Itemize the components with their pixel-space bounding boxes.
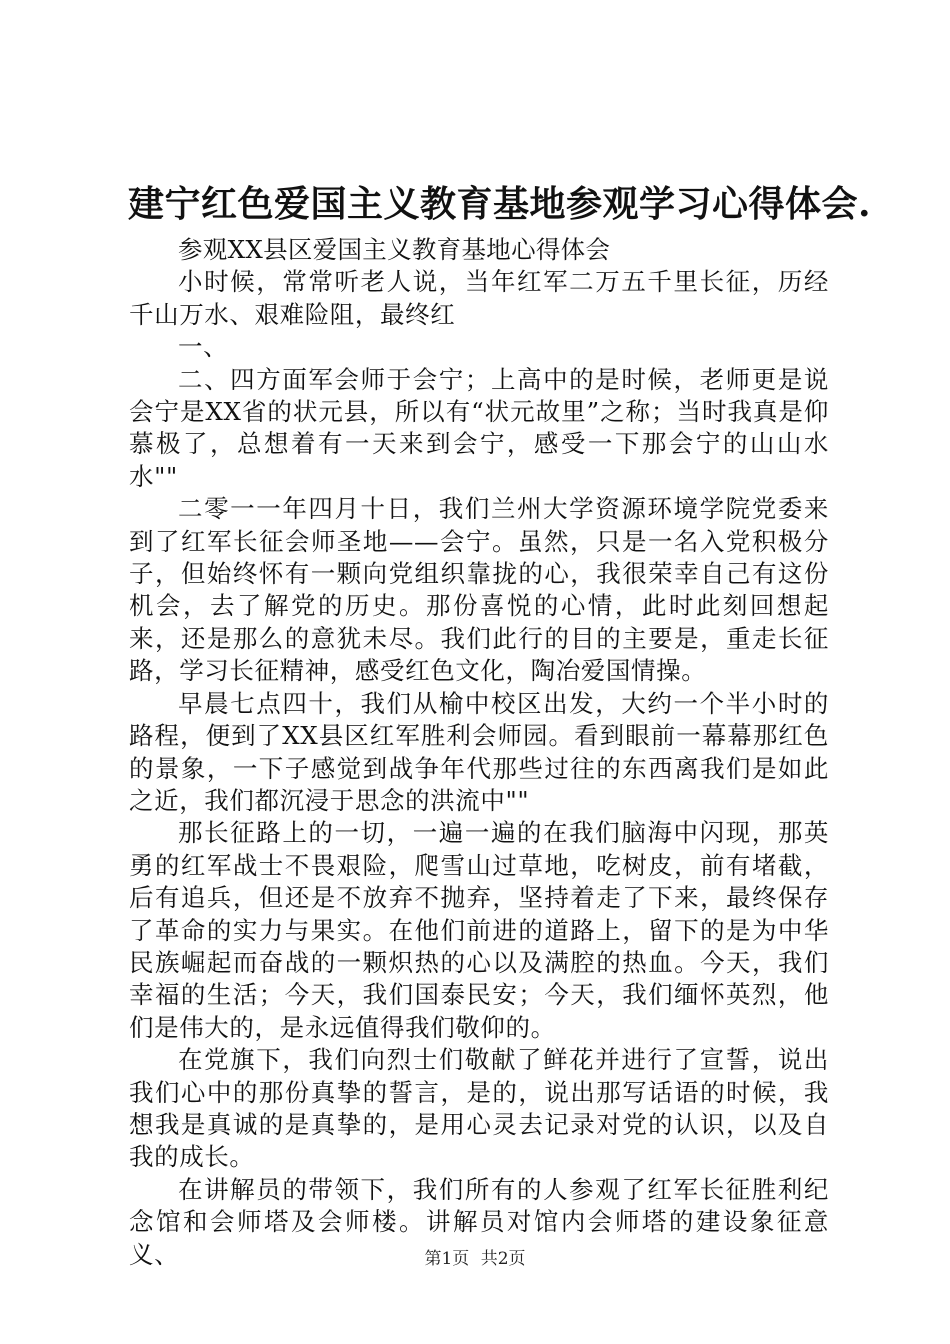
paragraph: 在讲解员的带领下，我们所有的人参观了红军长征胜利纪念馆和会师塔及会师楼。讲解员对馆内会师塔的建设象征意义、: [129, 1174, 829, 1269]
page-number: 第1页: [424, 1249, 470, 1269]
paragraph: 一、: [178, 332, 229, 362]
page-footer: [0, 1244, 950, 1269]
paragraph: 早晨七点四十，我们从榆中校区出发，大约一个半小时的路程，便到了XX县区红军胜利会师园。看到眼前一幕幕那红色的景象，一下子感觉到战争年代那些过往的东西离我们是如此之近，我们都沉浸于思念的洪流中"": [129, 688, 829, 815]
document-body: [129, 234, 829, 1271]
page-total: 共2页: [480, 1249, 526, 1269]
paragraph: 二零一一年四月十日，我们兰州大学资源环境学院党委来到了红军长征会师圣地——会宁。虽然，只是一名入党积极分子，但始终怀有一颗向党组织靠拢的心，我很荣幸自己有这份机会，去了解党的历史。那份喜悦的心情，此时此刻回想起来，还是那么的意犹未尽。我们此行的目的主要是，重走长征路，学习长征精神，感受红色文化，陶冶爱国情操。: [129, 494, 829, 686]
paragraph: 小时候，常常听老人说，当年红军二万五千里长征，历经千山万水、艰难险阻，最终红: [129, 267, 829, 329]
paragraph: 那长征路上的一切，一遍一遍的在我们脑海中闪现，那英勇的红军战士不畏艰险，爬雪山过草地，吃树皮，前有堵截，后有追兵，但还是不放弃不抛弃，坚持着走了下来，最终保存了革命的实力与果实。在他们前进的道路上，留下的是为中华民族崛起而奋战的一颗炽热的心以及满腔的热血。今天，我们幸福的生活；今天，我们国泰民安；今天，我们缅怀英烈，他们是伟大的，是永远值得我们敬仰的。: [129, 818, 829, 1042]
document-title: 建宁红色爱国主义教育基地参观学习心得体会.: [128, 183, 872, 225]
paragraph: 在党旗下，我们向烈士们敬献了鲜花并进行了宣誓，说出我们心中的那份真挚的誓言，是的，说出那写话语的时候，我想我是真诚的是真挚的，是用心灵去记录对党的认识，以及自我的成长。: [129, 1045, 829, 1172]
paragraph: 二、四方面军会师于会宁；上高中的是时候，老师更是说会宁是XX省的状元县，所以有“状元故里”之称；当时我真是仰慕极了，总想着有一天来到会宁，感受一下那会宁的山山水水"": [129, 364, 829, 491]
paragraph-subtitle: 参观XX县区爱国主义教育基地心得体会: [178, 235, 611, 264]
